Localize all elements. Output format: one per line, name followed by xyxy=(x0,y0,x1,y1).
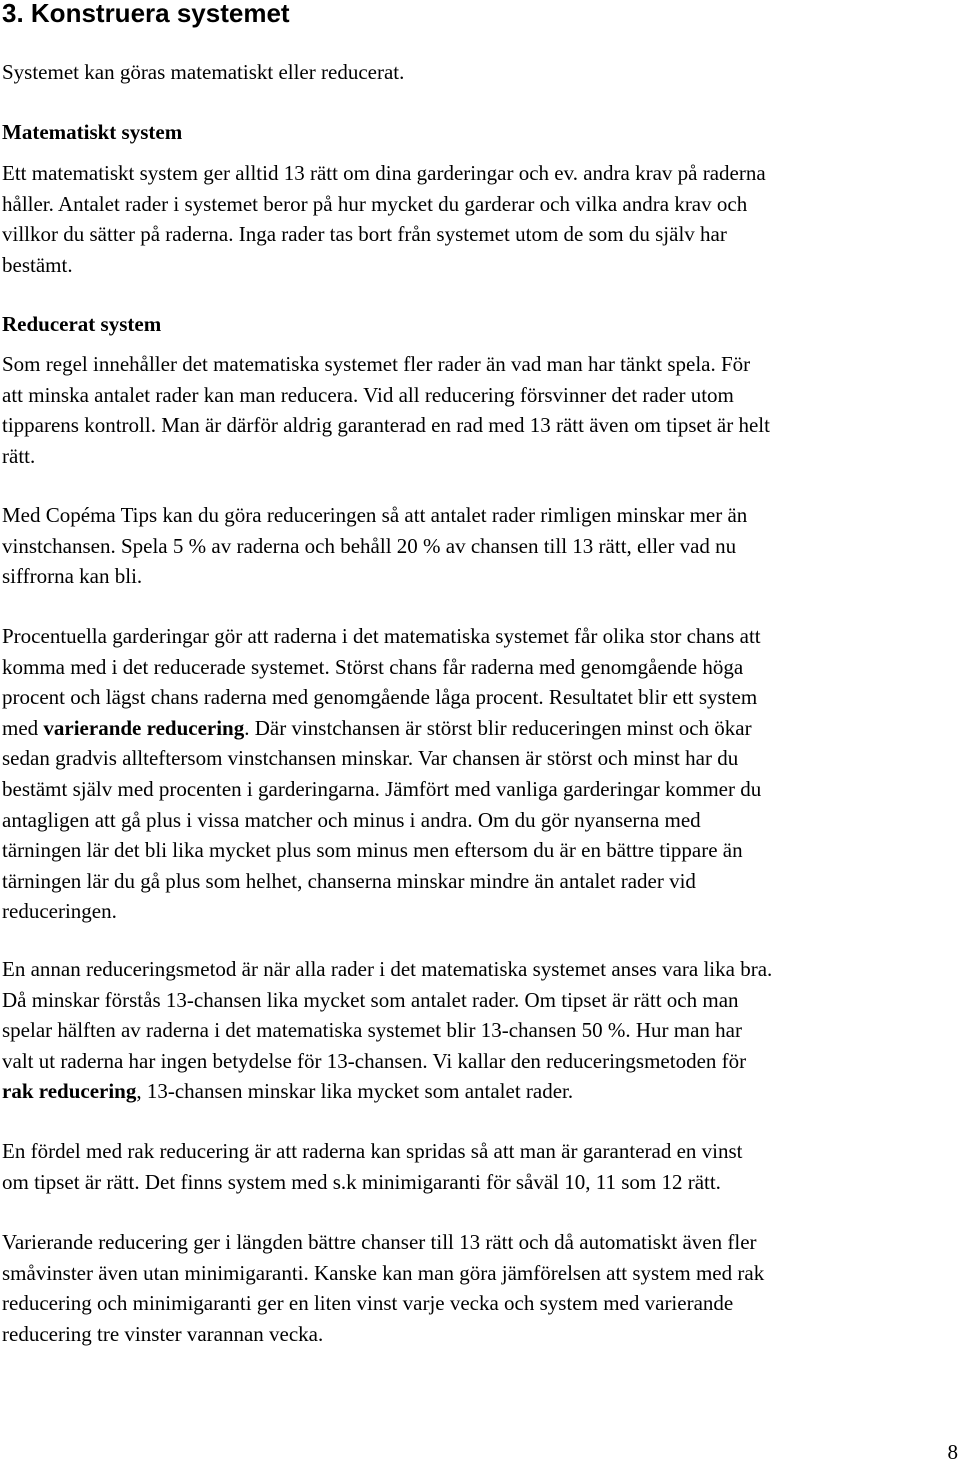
text-line: bestämt själv med procenten i garderingarna. Jämfört med vanliga garderingar kommer du xyxy=(2,776,762,801)
paragraph-rak-reducering xyxy=(2,954,958,1107)
text-line: tipparens kontroll. Man är därför aldrig garanterad en rad med 13 rätt även om tipset är helt xyxy=(2,413,770,438)
section-title-matematiskt: Matematiskt system xyxy=(2,120,183,144)
text-line: antagligen att gå plus i vissa matcher och minus i andra. Om du gör nyanserna med xyxy=(2,807,701,832)
text-line: bestämt. xyxy=(2,252,73,277)
text-line: Som regel innehåller det matematiska systemet fler rader än vad man har tänkt spela. För xyxy=(2,352,751,376)
text-line: rätt. xyxy=(2,443,36,468)
paragraph-reducerat-1 xyxy=(2,349,958,471)
text-line: siffrorna kan bli. xyxy=(2,564,143,589)
text-line: håller. Antalet rader i systemet beror på hur mycket du garderar och vilka andra krav och xyxy=(2,191,748,216)
text-line: valt ut raderna har ingen betydelse för 13-chansen. Vi kallar den reduceringsmetoden för xyxy=(2,1048,747,1073)
text-run: med xyxy=(2,715,44,740)
paragraph-reducerat-2 xyxy=(2,500,958,592)
text-line: reducering och minimigaranti ger en liten vinst varje vecka och system med varierande xyxy=(2,1291,734,1316)
text-line: att minska antalet rader kan man reducera. Vid all reducering försvinner det rader utom xyxy=(2,382,734,407)
text-line: tärningen lär du gå plus som helhet, chanserna minskar mindre än antalet rader vid xyxy=(2,868,696,893)
text-line xyxy=(2,1076,958,1107)
text-line: sedan gradvis allteftersom vinstchansen minskar. Var chansen är störst och minst har du xyxy=(2,746,739,771)
text-line: om tipset är rätt. Det finns system med s.k minimigaranti för såväl 10, 11 som 12 rätt. xyxy=(2,1169,721,1194)
section-title-reducerat: Reducerat system xyxy=(2,312,162,336)
text-line: procent och lägst chans raderna med genomgående låga procent. Resultatet blir ett system xyxy=(2,685,758,710)
text-line: komma med i det reducerade systemet. Störst chans får raderna med genomgående höga xyxy=(2,654,744,679)
text-line: reduceringen. xyxy=(2,899,117,924)
text-line: reducering tre vinster varannan vecka. xyxy=(2,1321,324,1346)
text-line: tärningen lär det bli lika mycket plus som minus men eftersom du är en bättre tippare än xyxy=(2,838,743,863)
paragraph-fordel xyxy=(2,1136,958,1197)
text-run: , 13-chansen minskar lika mycket som antalet rader. xyxy=(136,1079,574,1104)
text-line: Varierande reducering ger i längden bättre chanser till 13 rätt och då automatiskt även fler xyxy=(2,1230,757,1254)
text-line: En annan reduceringsmetod är när alla rader i det matematiska systemet anses vara lika bra. xyxy=(2,957,773,981)
text-run: . Där vinstchansen är störst blir reduceringen minst och ökar xyxy=(244,715,752,740)
text-line xyxy=(2,713,958,744)
text-line: En fördel med rak reducering är att raderna kan spridas så att man är garanterad en vinst xyxy=(2,1139,743,1163)
paragraph-varierande xyxy=(2,1227,958,1349)
text-line: småvinster även utan minimigaranti. Kanske kan man göra jämförelsen att system med rak xyxy=(2,1260,765,1285)
text-line: spelar hälften av raderna i det matematiska systemet blir 13-chansen 50 %. Hur man har xyxy=(2,1018,742,1043)
text-line: Ett matematiskt system ger alltid 13 rätt om dina garderingar och ev. andra krav på raderna xyxy=(2,161,766,185)
chapter-heading: 3. Konstruera systemet xyxy=(2,0,290,28)
term-rak-reducering: rak reducering xyxy=(2,1079,137,1104)
text-line: Procentuella garderingar gör att raderna i det matematiska systemet får olika stor chans att xyxy=(2,624,761,648)
paragraph-matematiskt xyxy=(2,158,958,280)
text-line: villkor du sätter på raderna. Inga rader tas bort från systemet utom de som du själv har xyxy=(2,222,727,247)
page-number: 8 xyxy=(947,1440,958,1464)
paragraph-procentuella xyxy=(2,621,958,927)
text-line: Med Copéma Tips kan du göra reduceringen så att antalet rader rimligen minskar mer än xyxy=(2,503,748,527)
intro-paragraph: Systemet kan göras matematiskt eller reducerat. xyxy=(2,60,405,84)
term-varierande-reducering: varierande reducering xyxy=(43,715,245,740)
text-line: Då minskar förstås 13-chansen lika mycket som antalet rader. Om tipset är rätt och man xyxy=(2,987,739,1012)
text-line: vinstchansen. Spela 5 % av raderna och behåll 20 % av chansen till 13 rätt, eller vad nu xyxy=(2,533,737,558)
